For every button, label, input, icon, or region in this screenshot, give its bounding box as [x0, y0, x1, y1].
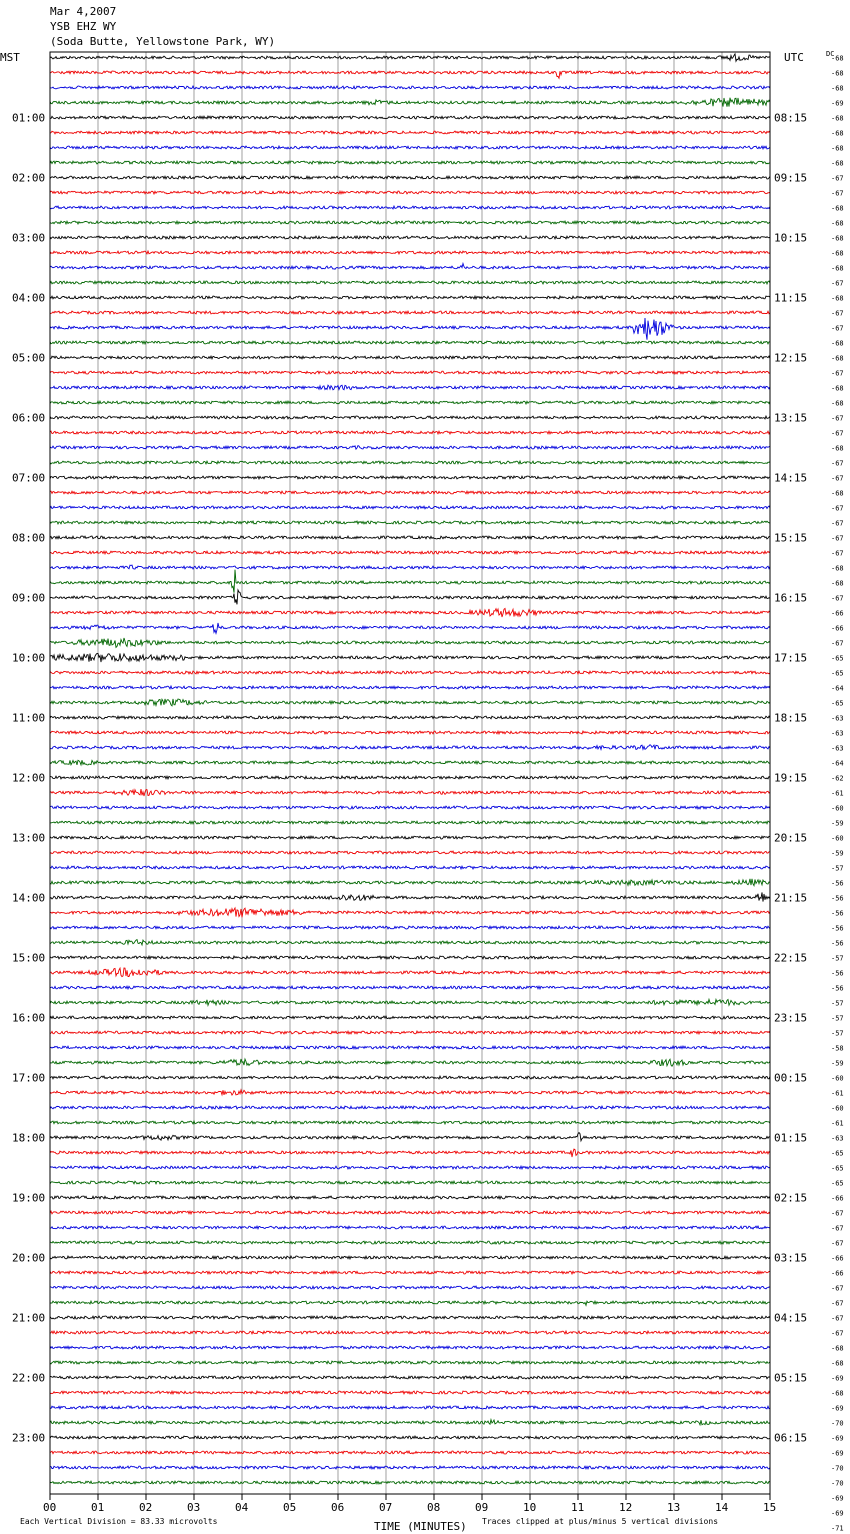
dc-offset-label: -56: [831, 969, 844, 978]
right-hour-label: 13:15: [774, 411, 808, 425]
trace-row: [50, 131, 770, 134]
trace-row: [50, 401, 770, 404]
dc-offset-label: -56: [831, 909, 844, 918]
x-tick-label: 15: [763, 1501, 777, 1514]
dc-offset-label: -67: [831, 1209, 844, 1218]
left-hour-label: 21:00: [12, 1311, 46, 1325]
trace-row: [50, 671, 770, 674]
right-hour-label: 14:15: [774, 471, 808, 485]
left-hour-label: 23:00: [12, 1431, 46, 1445]
trace-row: [50, 1420, 770, 1425]
trace-row: [50, 1406, 770, 1409]
dc-offset-label: -66: [831, 1194, 844, 1203]
dc-offset-label: -68: [831, 489, 844, 498]
dc-offset-label: -67: [831, 324, 844, 333]
right-hour-label: 03:15: [774, 1251, 808, 1265]
trace-row: [50, 623, 770, 633]
right-hour-label: 11:15: [774, 291, 808, 305]
trace-rows: [50, 54, 770, 1484]
dc-offset-label: -60: [831, 1104, 844, 1113]
dc-offset-label: -65: [831, 669, 844, 678]
dc-offset-label: -67: [831, 549, 844, 558]
dc-offset-label: -67: [831, 534, 844, 543]
trace-row: [50, 565, 770, 569]
trace-row: [50, 341, 770, 344]
x-tick-label: 11: [571, 1501, 585, 1514]
right-zone-label: UTC: [784, 51, 804, 64]
dc-offset-label: -67: [831, 174, 844, 183]
trace-row: [50, 86, 770, 89]
trace-row: [50, 1466, 770, 1469]
dc-offset-label: -68: [831, 444, 844, 453]
trace-row: [50, 851, 770, 854]
dc-offset-label: -68: [831, 129, 844, 138]
dc-offset-label: -67: [831, 414, 844, 423]
right-hour-label: 04:15: [774, 1311, 808, 1325]
dc-offset-label: -67: [831, 1224, 844, 1233]
right-hour-label: 15:15: [774, 531, 808, 545]
dc-offset-label: -68: [831, 204, 844, 213]
trace-row: [50, 1046, 770, 1049]
dc-offset-label: -57: [831, 864, 844, 873]
dc-offset-label: -68: [831, 354, 844, 363]
x-tick-label: 02: [139, 1501, 153, 1514]
right-hour-label: 09:15: [774, 171, 808, 185]
dc-offset-label: -64: [831, 684, 844, 693]
trace-row: [50, 1016, 770, 1019]
trace-row: [50, 1451, 770, 1454]
dc-offset-label: -69: [831, 1494, 844, 1503]
trace-row: [50, 191, 770, 194]
dc-offset-label: -66: [831, 1254, 844, 1263]
dc-offset-label: -65: [831, 1149, 844, 1158]
trace-row: [50, 251, 770, 254]
trace-row: [50, 1121, 770, 1124]
right-hour-label: 06:15: [774, 1431, 808, 1445]
dc-offset-label: -68: [831, 1344, 844, 1353]
right-hour-label: 16:15: [774, 591, 808, 605]
right-hour-label: 08:15: [774, 111, 808, 125]
dc-offset-label: -70: [831, 1419, 844, 1428]
x-axis-label: TIME (MINUTES): [374, 1520, 467, 1533]
dc-offset-label: -70: [831, 1479, 844, 1488]
left-hour-label: 10:00: [12, 651, 46, 665]
trace-row: [50, 608, 770, 617]
right-hour-label: 17:15: [774, 651, 808, 665]
trace-row: [50, 1149, 770, 1157]
right-hour-label: 05:15: [774, 1371, 808, 1385]
trace-row: [50, 686, 770, 689]
dc-offset-label: -68: [831, 84, 844, 93]
trace-row: [50, 476, 770, 479]
dc-offset-label: -67: [831, 1329, 844, 1338]
trace-row: [50, 908, 770, 917]
right-hour-label: 23:15: [774, 1011, 808, 1025]
trace-row: [50, 789, 770, 796]
left-hour-label: 07:00: [12, 471, 46, 485]
dc-offset-label: -68: [831, 69, 844, 78]
dc-offset-label: -69: [831, 1449, 844, 1458]
trace-row: [50, 1196, 770, 1199]
dc-offset-label: -69: [831, 1509, 844, 1518]
left-hour-label: 18:00: [12, 1131, 46, 1145]
trace-row: [50, 296, 770, 299]
trace-row: [50, 264, 770, 270]
left-hour-labels: [12, 112, 45, 1445]
left-hour-label: 03:00: [12, 231, 46, 245]
dc-offset-label: -66: [831, 609, 844, 618]
chart-title-location: (Soda Butte, Yellowstone Park, WY): [50, 35, 276, 48]
right-hour-label: 00:15: [774, 1071, 808, 1085]
trace-row: [50, 1211, 770, 1214]
trace-row: [50, 1481, 770, 1484]
trace-row: [50, 236, 770, 239]
trace-row: [50, 590, 770, 604]
right-hour-label: 01:15: [774, 1131, 808, 1145]
left-hour-label: 11:00: [12, 711, 46, 725]
trace-row: [50, 821, 770, 824]
trace-row: [50, 716, 770, 719]
dc-offset-label: -69: [831, 1374, 844, 1383]
trace-row: [50, 521, 770, 524]
trace-row: [50, 1076, 770, 1079]
trace-row: [50, 281, 770, 284]
dc-offset-label: -68: [831, 264, 844, 273]
x-tick-label: 12: [619, 1501, 633, 1514]
right-hour-label: 18:15: [774, 711, 808, 725]
dc-offset-label: -68: [831, 1389, 844, 1398]
dc-offset-label: -67: [831, 1299, 844, 1308]
right-hour-label: 22:15: [774, 951, 808, 965]
dc-offset-labels: [831, 55, 844, 1534]
dc-offset-label: -56: [831, 984, 844, 993]
dc-offset-label: -56: [831, 879, 844, 888]
left-hour-label: 08:00: [12, 531, 46, 545]
right-hour-labels: [774, 112, 807, 1445]
dc-offset-label: -68: [831, 234, 844, 243]
dc-offset-label: -66: [831, 624, 844, 633]
trace-row: [50, 431, 770, 434]
trace-row: [50, 745, 770, 750]
left-hour-label: 04:00: [12, 291, 46, 305]
scale-note: Each Vertical Division = 83.33 microvolts: [20, 1517, 218, 1526]
trace-row: [50, 1316, 770, 1319]
left-hour-label: 16:00: [12, 1011, 46, 1025]
dc-offset-label: -69: [831, 1404, 844, 1413]
x-axis-ticks: [43, 1494, 776, 1514]
trace-row: [50, 926, 770, 929]
trace-row: [50, 506, 770, 509]
dc-header-label: DC: [826, 50, 835, 58]
dc-offset-label: -68: [831, 579, 844, 588]
trace-row: [50, 311, 770, 314]
trace-row: [50, 940, 770, 945]
trace-row: [50, 356, 770, 359]
dc-offset-label: -67: [831, 474, 844, 483]
trace-row: [50, 1436, 770, 1439]
trace-row: [50, 1361, 770, 1364]
trace-row: [50, 999, 770, 1005]
left-hour-label: 20:00: [12, 1251, 46, 1265]
dc-offset-label: -61: [831, 1089, 844, 1098]
right-hour-label: 20:15: [774, 831, 808, 845]
dc-offset-label: -68: [831, 339, 844, 348]
dc-offset-label: -63: [831, 714, 844, 723]
dc-offset-label: -68: [831, 294, 844, 303]
trace-row: [50, 1391, 770, 1394]
left-hour-label: 09:00: [12, 591, 46, 605]
right-hour-label: 12:15: [774, 351, 808, 365]
dc-offset-label: -59: [831, 819, 844, 828]
trace-row: [50, 1346, 770, 1349]
x-tick-label: 05: [283, 1501, 297, 1514]
left-hour-label: 06:00: [12, 411, 46, 425]
dc-offset-label: -69: [831, 1434, 844, 1443]
trace-row: [50, 866, 770, 869]
trace-row: [50, 1133, 770, 1141]
trace-row: [50, 1271, 770, 1274]
dc-offset-label: -68: [831, 159, 844, 168]
dc-offset-label: -67: [831, 519, 844, 528]
left-hour-label: 14:00: [12, 891, 46, 905]
x-tick-label: 14: [715, 1501, 729, 1514]
dc-offset-label: -67: [831, 639, 844, 648]
dc-offset-label: -67: [831, 1284, 844, 1293]
dc-offset-label: -67: [831, 459, 844, 468]
trace-row: [50, 116, 770, 119]
dc-offset-label: -59: [831, 1059, 844, 1068]
trace-row: [50, 1256, 770, 1259]
dc-offset-label: -59: [831, 849, 844, 858]
x-tick-label: 13: [667, 1501, 681, 1514]
trace-row: [50, 638, 770, 647]
right-hour-label: 19:15: [774, 771, 808, 785]
dc-offset-label: -68: [831, 144, 844, 153]
dc-offset-label: -65: [831, 654, 844, 663]
trace-row: [50, 806, 770, 809]
dc-offset-label: -68: [831, 399, 844, 408]
trace-row: [50, 1181, 770, 1184]
right-hour-label: 02:15: [774, 1191, 808, 1205]
dc-offset-label: -62: [831, 774, 844, 783]
dc-offset-label: -67: [831, 369, 844, 378]
trace-row: [50, 760, 770, 765]
dc-offset-label: -68: [831, 114, 844, 123]
left-hour-label: 15:00: [12, 951, 46, 965]
trace-row: [50, 318, 770, 340]
dc-offset-label: -67: [831, 279, 844, 288]
trace-row: [50, 176, 770, 179]
left-hour-label: 02:00: [12, 171, 46, 185]
dc-offset-label: -69: [831, 99, 844, 108]
trace-row: [50, 371, 770, 374]
trace-row: [50, 221, 770, 224]
dc-offset-label: -61: [831, 1119, 844, 1128]
dc-offset-label: -68: [831, 249, 844, 258]
trace-row: [50, 416, 770, 419]
dc-offset-label: -64: [831, 759, 844, 768]
dc-offset-label: -57: [831, 1014, 844, 1023]
trace-row: [50, 1286, 770, 1289]
trace-row: [50, 986, 770, 989]
x-tick-label: 07: [379, 1501, 393, 1514]
trace-row: [50, 1241, 770, 1244]
dc-offset-label: -67: [831, 189, 844, 198]
dc-offset-label: -57: [831, 1029, 844, 1038]
dc-offset-label: -68: [831, 219, 844, 228]
trace-row: [50, 461, 770, 464]
dc-offset-label: -67: [831, 594, 844, 603]
trace-row: [50, 776, 770, 779]
dc-offset-label: -71: [831, 1524, 844, 1533]
trace-row: [50, 1376, 770, 1379]
trace-row: [50, 1059, 770, 1066]
dc-offset-label: -65: [831, 699, 844, 708]
x-tick-label: 03: [187, 1501, 201, 1514]
left-hour-label: 05:00: [12, 351, 46, 365]
dc-offset-label: -60: [831, 834, 844, 843]
minute-gridlines: [98, 52, 722, 1494]
chart-title-date: Mar 4,2007: [50, 5, 117, 18]
trace-row: [50, 956, 770, 959]
trace-row: [50, 1226, 770, 1229]
trace-row: [50, 161, 770, 164]
dc-offset-label: -67: [831, 1314, 844, 1323]
trace-row: [50, 71, 770, 78]
left-hour-label: 22:00: [12, 1371, 46, 1385]
dc-offset-label: -67: [831, 1239, 844, 1248]
x-tick-label: 06: [331, 1501, 345, 1514]
dc-offset-label: -63: [831, 744, 844, 753]
trace-row: [50, 1106, 770, 1109]
trace-row: [50, 1331, 770, 1334]
trace-row: [50, 731, 770, 734]
trace-row: [50, 1166, 770, 1169]
dc-offset-label: -68: [831, 1359, 844, 1368]
trace-row: [50, 491, 770, 494]
trace-row: [50, 968, 770, 977]
dc-offset-label: -63: [831, 729, 844, 738]
left-hour-label: 01:00: [12, 111, 46, 125]
trace-row: [50, 206, 770, 209]
trace-row: [50, 570, 770, 593]
trace-row: [50, 536, 770, 539]
left-zone-label: MST: [0, 51, 20, 64]
x-tick-label: 10: [523, 1501, 537, 1514]
left-hour-label: 13:00: [12, 831, 46, 845]
dc-offset-label: -57: [831, 954, 844, 963]
trace-row: [50, 1090, 770, 1095]
trace-row: [50, 879, 770, 886]
x-tick-label: 09: [475, 1501, 489, 1514]
left-hour-label: 12:00: [12, 771, 46, 785]
dc-offset-label: -67: [831, 504, 844, 513]
dc-offset-label: -57: [831, 999, 844, 1008]
dc-offset-label: -63: [831, 1134, 844, 1143]
trace-row: [50, 892, 770, 901]
trace-row: [50, 699, 770, 706]
left-hour-label: 19:00: [12, 1191, 46, 1205]
x-tick-label: 04: [235, 1501, 249, 1514]
dc-offset-label: -67: [831, 309, 844, 318]
dc-offset-label: -66: [831, 1269, 844, 1278]
x-tick-label: 00: [43, 1501, 57, 1514]
trace-row: [50, 1301, 770, 1305]
dc-offset-label: -68: [831, 384, 844, 393]
dc-offset-label: -65: [831, 1179, 844, 1188]
x-tick-label: 01: [91, 1501, 105, 1514]
dc-offset-label: -60: [831, 804, 844, 813]
trace-row: [50, 446, 770, 450]
trace-row: [50, 54, 770, 61]
right-hour-label: 21:15: [774, 891, 808, 905]
x-tick-label: 08: [427, 1501, 441, 1514]
trace-row: [50, 836, 770, 839]
right-hour-label: 10:15: [774, 231, 808, 245]
dc-offset-label: -68: [831, 564, 844, 573]
trace-row: [50, 551, 770, 554]
dc-offset-label: -70: [831, 1464, 844, 1473]
trace-row: [50, 653, 770, 662]
trace-row: [50, 98, 770, 107]
plot-frame: [50, 52, 770, 1494]
dc-offset-label: -56: [831, 939, 844, 948]
trace-row: [50, 385, 770, 390]
trace-row: [50, 1031, 770, 1034]
dc-offset-label: -56: [831, 894, 844, 903]
dc-offset-label: -65: [831, 1164, 844, 1173]
clip-note: Traces clipped at plus/minus 5 vertical divisions: [482, 1517, 719, 1526]
dc-offset-label: -67: [831, 429, 844, 438]
dc-offset-label: -60: [831, 1074, 844, 1083]
trace-row: [50, 146, 770, 149]
left-hour-label: 17:00: [12, 1071, 46, 1085]
dc-offset-label: -56: [831, 924, 844, 933]
dc-offset-label: -68: [831, 54, 844, 63]
dc-offset-label: -58: [831, 1044, 844, 1053]
dc-offset-label: -61: [831, 789, 844, 798]
chart-title-station: YSB EHZ WY: [50, 20, 117, 33]
